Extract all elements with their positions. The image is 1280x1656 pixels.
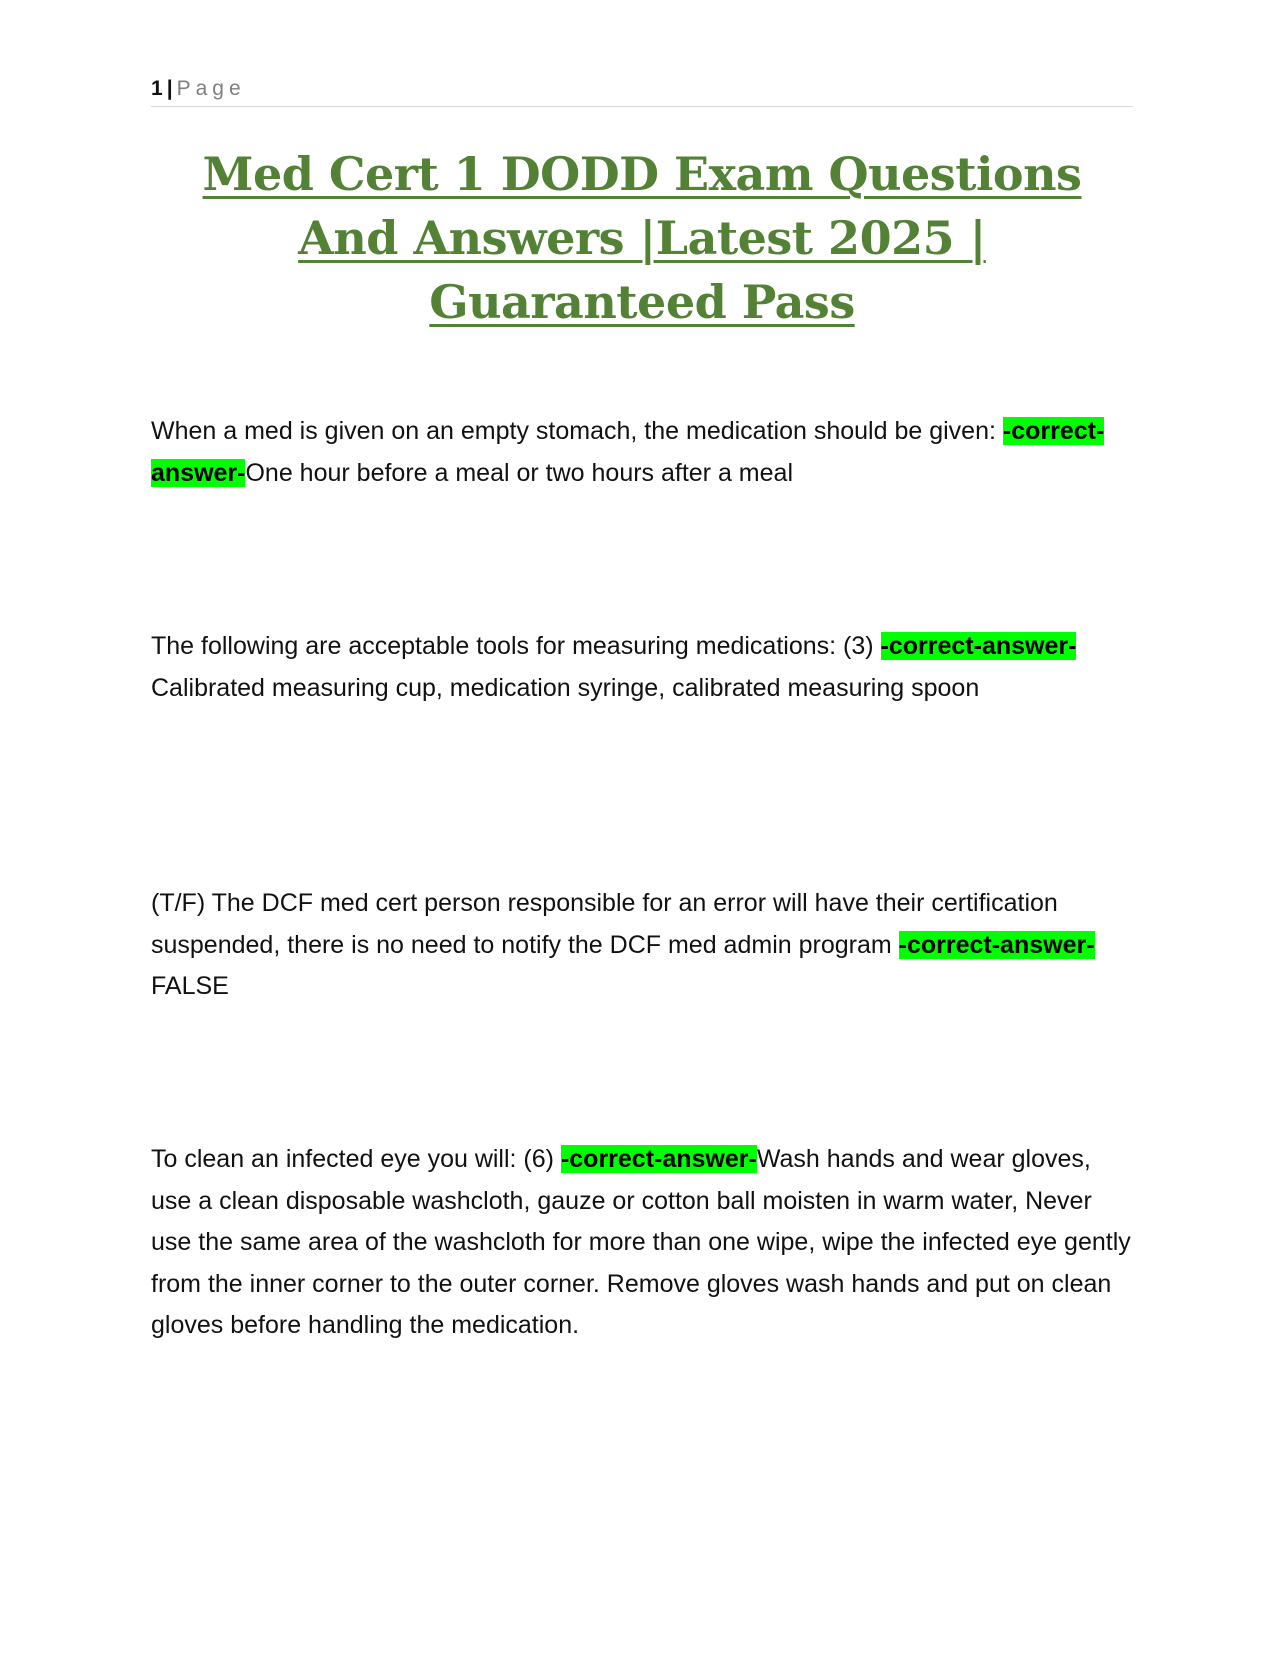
page-number: 1	[151, 77, 163, 100]
answer-text: Calibrated measuring cup, medication syringe, calibrated measuring spoon	[151, 673, 980, 702]
qa-item	[151, 411, 1136, 494]
qa-item	[151, 883, 1136, 1008]
correct-answer-marker: -correct-answer-	[880, 632, 1077, 660]
answer-text: Wash hands and wear gloves, use a clean disposable washcloth, gauze or cotton ball moisten in warm water, Never use the same area of the washcloth for more than one wipe, wipe the infected eye gently from the inner corner to the outer corner. Remove gloves wash hands and put on clean gloves before handling the medication.	[151, 1145, 1131, 1339]
qa-item	[151, 626, 1136, 709]
answer-text: One hour before a meal or two hours after a meal	[245, 458, 793, 487]
correct-answer-marker: -correct-answer-	[898, 930, 1095, 959]
qa-item	[151, 1139, 1136, 1347]
page-label: Page	[176, 77, 246, 100]
correct-answer-marker: -correct-answer-	[560, 1145, 757, 1173]
question-text: When a med is given on an empty stomach, the medication should be given:	[151, 417, 1003, 445]
question-text: The following are acceptable tools for measuring medications: (3)	[151, 632, 881, 660]
correct-answer-marker: -correct-answer-	[151, 417, 1105, 487]
document-title: Med Cert 1 DODD Exam Questions And Answers |Latest 2025 | Guaranteed Pass	[202, 147, 1082, 329]
question-text: To clean an infected eye you will: (6)	[151, 1145, 561, 1173]
answer-text: FALSE	[151, 972, 229, 1000]
page-header	[151, 76, 1133, 107]
page-separator: |	[166, 77, 173, 100]
question-text: (T/F) The DCF med cert person responsible for an error will have their certification suspended, there is no need to notify the DCF med admin program	[151, 889, 1058, 959]
